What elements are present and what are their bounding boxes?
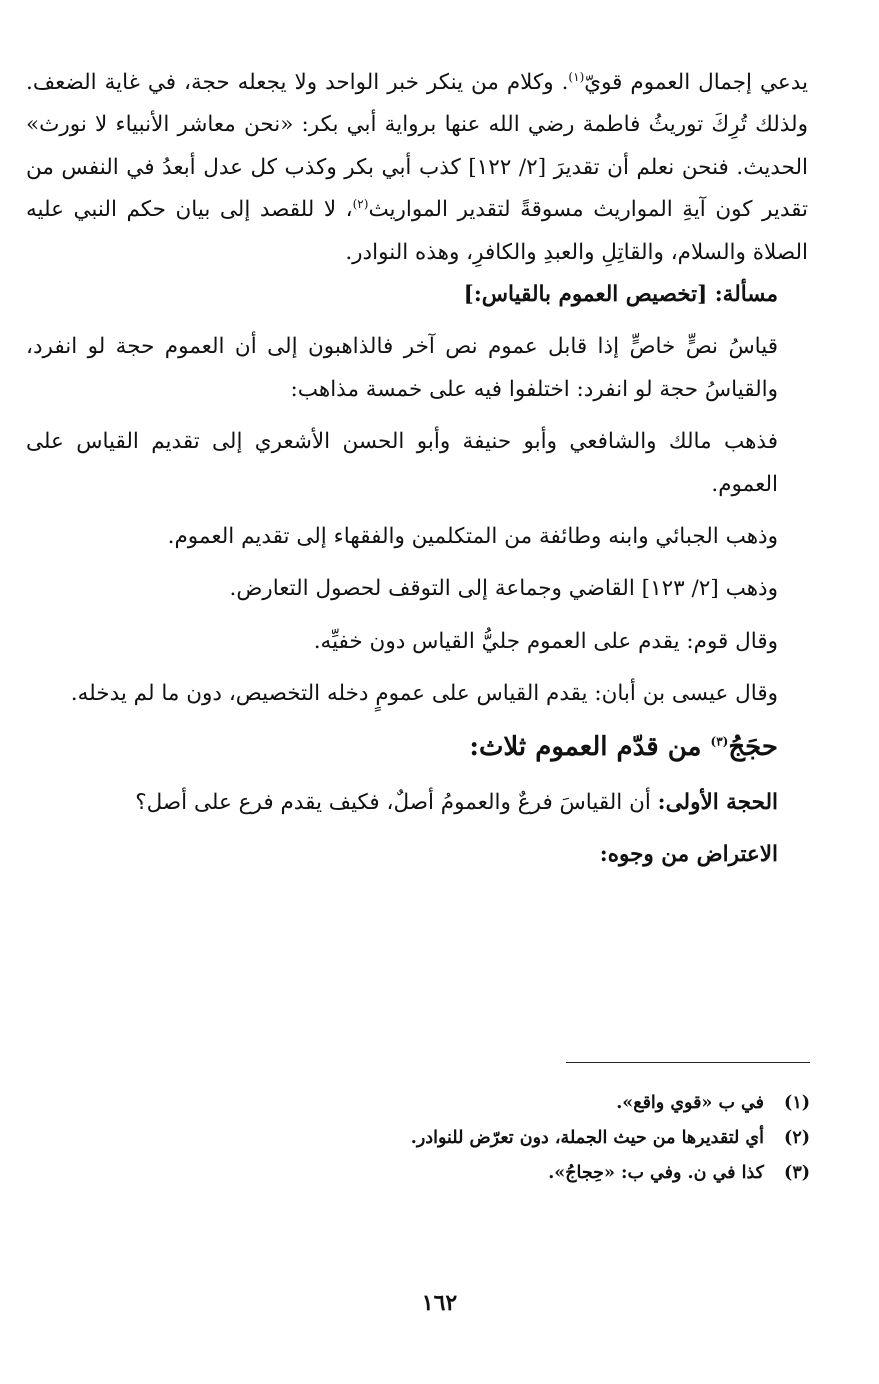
footnote-ref-1: (١) bbox=[568, 69, 585, 84]
page-number: ١٦٢ bbox=[421, 1290, 458, 1316]
paragraph-3: فذهب مالك والشافعي وأبو حنيفة وأبو الحسن الأشعري إلى تقديم القياس على العموم. bbox=[26, 429, 778, 497]
footnote-ref-2: (٢) bbox=[352, 197, 369, 212]
footnote-ref-3: (٣) bbox=[710, 734, 729, 749]
paragraph-7: وقال عيسى بن أبان: يقدم القياس على عمومٍ دخله التخصيص، دون ما لم يدخله. bbox=[70, 681, 778, 707]
paragraph-1: يدعي إجمال العموم قويّ$^{(١)}$. وكلام من ينكر خبر الواحد ولا يجعله حجة، في غاية الضعف. ولذلك تُرِكَ توريثُ فاطمة رضي الله عنها برواية أبي بكر: «نحن معاشر الأنبياء لا نورث» الحديث. فنحن نعلم أن تقديرَ [٢/ ١٢٢] كذب أبي بكر وكذب كل عدل أبعدُ في النفس من تقدير كون آيةِ المواريث مسوقةً لتقدير المواريث$^{(٢)}$، لا للقصد إلى بيان حكم النبي عليه الصلاة والسلام، والقاتِلِ والعبدِ والكافرِ، وهذه النوادر. bbox=[26, 69, 809, 265]
footnote-divider bbox=[566, 1062, 810, 1063]
main-text bbox=[26, 62, 808, 877]
section-heading: مسألة: [تخصيص العموم بالقياس:] bbox=[463, 282, 778, 308]
footnote-3: (٣) كذا في ن. وفي ب: «حِجاجُ». bbox=[548, 1163, 810, 1183]
paragraph-6: وقال قوم: يقدم على العموم جليُّ القياس دون خفيِّه. bbox=[313, 628, 778, 654]
paragraph-5: وذهب [٢/ ١٢٣] القاضي وجماعة إلى التوقف لحصول التعارض. bbox=[229, 576, 778, 602]
footnote-2: (٢) أي لتقديرها من حيث الجملة، دون تعرّض للنوادر. bbox=[410, 1128, 810, 1148]
paragraph-4: وذهب الجبائي وابنه وطائفة من المتكلمين والفقهاء إلى تقديم العموم. bbox=[167, 524, 778, 550]
subheading: حجَجُ$^{(٣)}$ من قدّم العموم ثلاث: bbox=[469, 731, 778, 762]
footnote-1: (١) في ب «قوي واقع». bbox=[616, 1093, 810, 1113]
paragraph-2: قياسُ نصٍّ خاصٍّ إذا قابل عموم نص آخر فالذاهبون إلى أن العموم حجة لو انفرد، والقياسُ حجة لو انفرد: اختلفوا فيه على خمسة مذاهب: bbox=[26, 334, 778, 402]
paragraph-8: الحجة الأولى: أن القياسَ فرعٌ والعمومُ أصلٌ، فكيف يقدم فرع على أصل؟ bbox=[135, 789, 778, 815]
paragraph-9: الاعتراض من وجوه: bbox=[599, 842, 778, 868]
footnotes bbox=[300, 1086, 810, 1191]
